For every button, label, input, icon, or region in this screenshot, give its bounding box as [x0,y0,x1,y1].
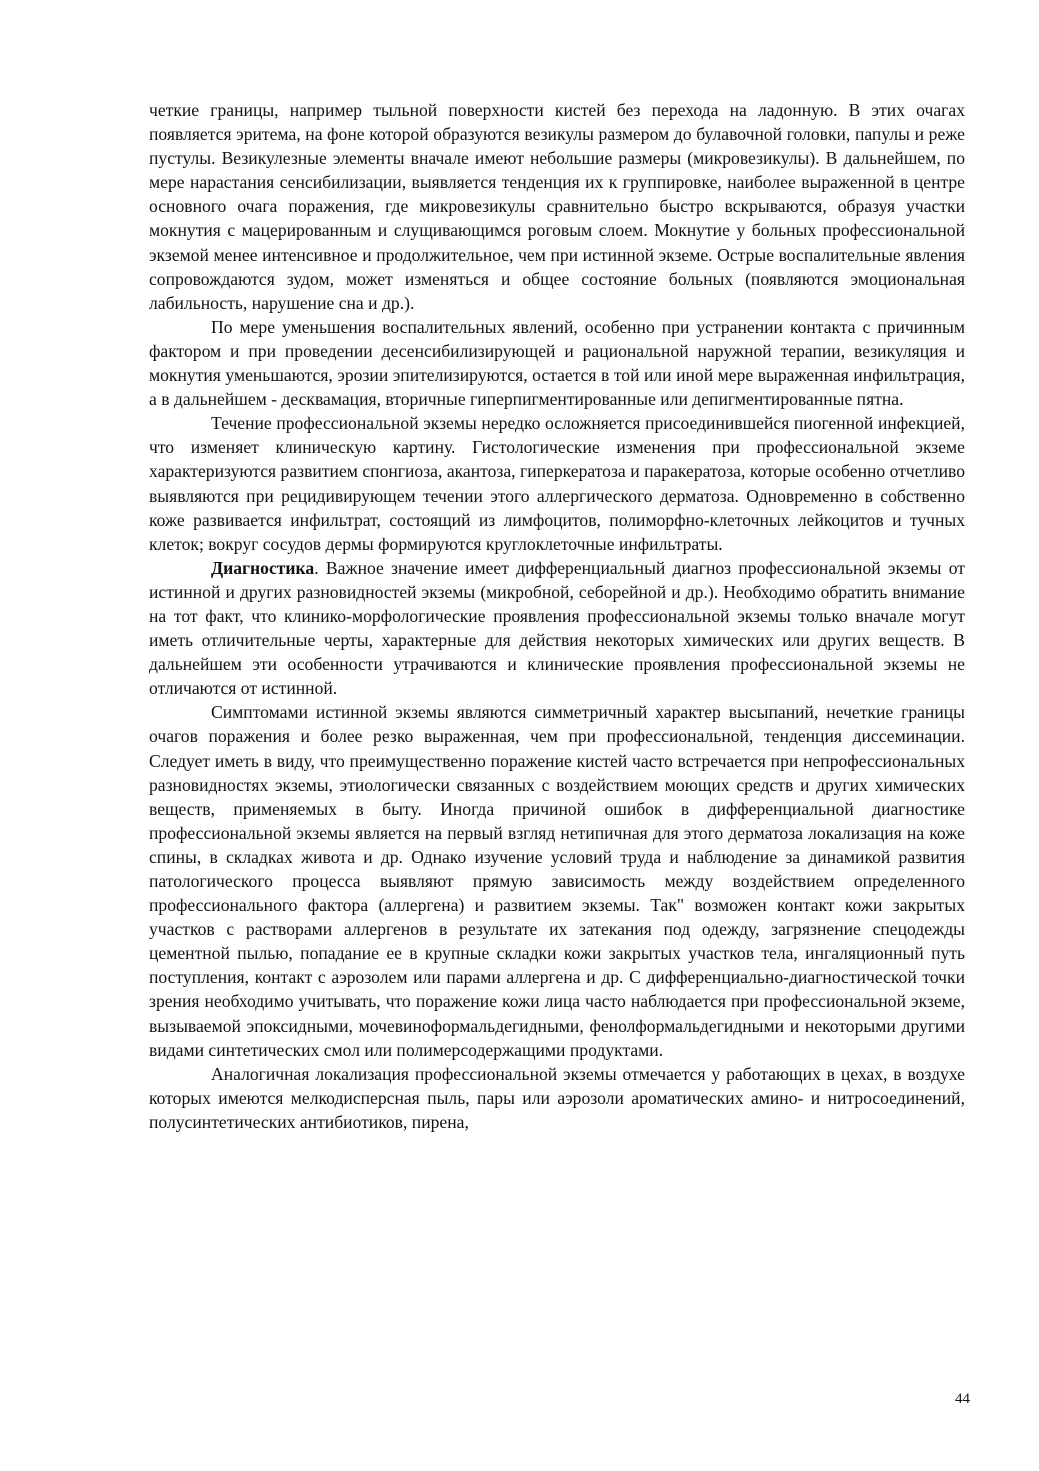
paragraph-diagnostics-text: . Важное значение имеет дифференциальный диагноз профессиональной экземы от истинной и других разновидностей экземы (микробной, себорейной и др.). Необходимо обратить внимание на тот факт, что клинико-морфологические проявления профессиональной экземы только вначале могут иметь отличительные черты, характерные для действия некоторых химических или других веществ. В дальнейшем эти особенности утрачиваются и клинические проявления профессиональной экземы не отличаются от истинной. [149,557,965,699]
page-body [149,98,965,1134]
section-heading-diagnostics: Диагностика [211,557,315,578]
paragraph-6-text: Аналогичная локализация профессиональной экземы отмечается у работающих в цехах, в воздухе которых имеются мелкодисперсная пыль, пары или аэрозоли ароматических амино- и нитросоединений, полусинтетических антибиотиков, пирена, [149,1063,965,1132]
paragraph-1 [149,98,965,315]
paragraph-3 [149,411,965,556]
paragraph-2-text: По мере уменьшения воспалительных явлений, особенно при устранении контакта с причинным фактором и при проведении десенсибилизирующей и рациональной наружной терапии, везикуляция и мокнутия уменьшаются, эрозии эпителизируются, остается в той или иной мере выраженная инфильтрация, а в дальнейшем - десквамация, вторичные гиперпигментированные или депигментированные пятна. [149,316,965,410]
page-number: 44 [955,1391,970,1407]
paragraph-2 [149,315,965,411]
paragraph-6 [149,1062,965,1134]
paragraph-diagnostics [149,556,965,701]
paragraph-5-text: Симптомами истинной экземы являются симметричный характер высыпаний, нечеткие границы очагов поражения и более резко выраженная, чем при профессиональной, тенденция диссеминации. Следует иметь в виду, что преимущественно поражение кистей часто встречается при непрофессиональных разновидностях экземы, этиологически связанных с воздействием моющих средств и других химических веществ, применяемых в быту. Иногда причиной ошибок в дифференциальной диагностике профессиональной экземы является на первый взгляд нетипичная для этого дерматоза локализация на коже спины, в складках живота и др. Однако изучение условий труда и наблюдение за динамикой развития патологического процесса выявляют прямую зависимость между воздействием определенного профессионального фактора (аллергена) и развитием экземы. Так" возможен контакт кожи закрытых участков с растворами аллергенов в результате их затекания под одежду, загрязнение спецодежды цементной пылью, попадание ее в крупные складки кожи закрытых участков тела, ингаляционный путь поступления, контакт с аэрозолем или парами аллергена и др. С дифференциально-диагностической точки зрения необходимо учитывать, что поражение кожи лица часто наблюдается при профессиональной экземе, вызываемой эпоксидными, мочевиноформальдегидными, фенолформальдегидными и некоторыми другими видами синтетических смол или полимерсодержащими продуктами. [149,702,965,1060]
paragraph-1-text: четкие границы, например тыльной поверхности кистей без перехода на ладонную. В этих очагах появляется эритема, на фоне которой образуются везикулы размером до булавочной головки, папулы и реже пустулы. Везикулезные элементы вначале имеют небольшие размеры (микровезикулы). В дальнейшем, по мере нарастания сенсибилизации, выявляется тенденция их к группировке, наиболее выраженной в центре основного очага поражения, где микровезикулы сравнительно быстро вскрываются, образуя участки мокнутия с мацерированным и слущивающимся роговым слоем. Мокнутие у больных профессиональной экземой менее интенсивное и продолжительное, чем при истинной экземе. Острые воспалительные явления сопровождаются зудом, может изменяться и общее состояние больных (появляются эмоциональная лабильность, нарушение сна и др.). [149,100,965,313]
paragraph-5 [149,700,965,1061]
paragraph-3-text: Течение профессиональной экземы нередко осложняется присоединившейся пиогенной инфекцией, что изменяет клиническую картину. Гистологические изменения при профессиональной экземе характеризуются развитием спонгиоза, акантоза, гиперкератоза и паракератоза, которые особенно отчетливо выявляются при рецидивирующем течении этого аллергического дерматоза. Одновременно в собственно коже развивается инфильтрат, состоящий из лимфоцитов, полиморфно-клеточных лейкоцитов и тучных клеток; вокруг сосудов дермы формируются круглоклеточные инфильтраты. [149,413,965,554]
